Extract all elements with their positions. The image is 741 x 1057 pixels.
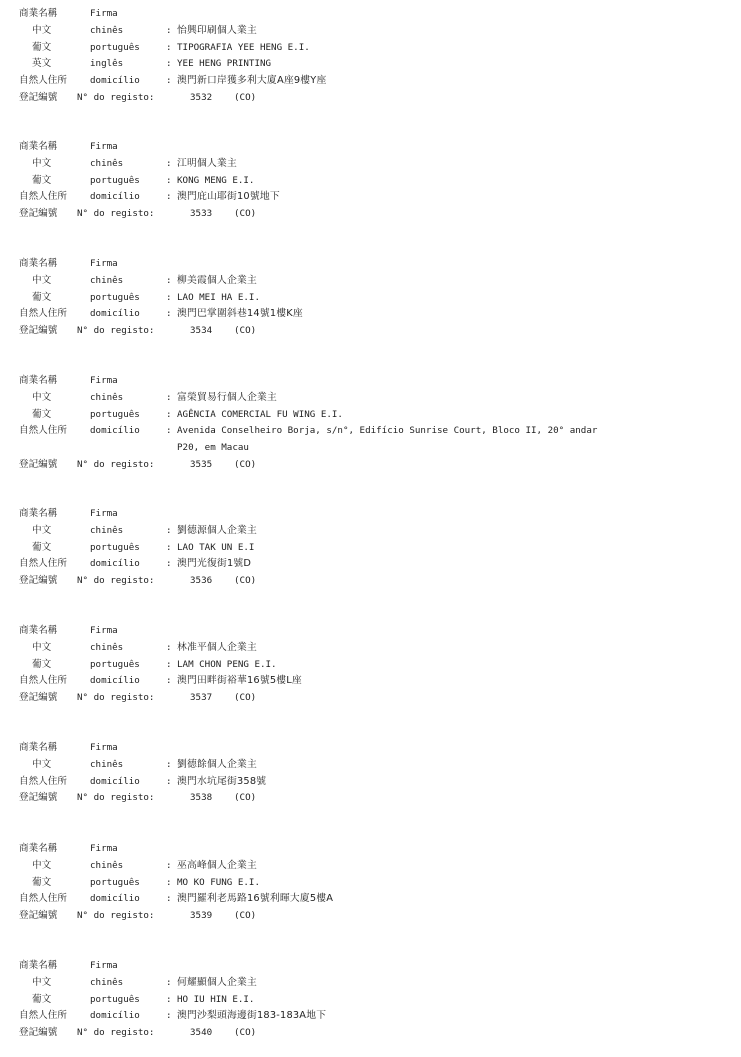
domicile-label-pt: domicílio	[90, 775, 140, 787]
portuguese-value: KONG MENG E.I.	[177, 174, 255, 186]
separator: :	[166, 308, 172, 320]
domicile-label-pt: domicílio	[90, 1010, 140, 1022]
separator: :	[166, 408, 172, 420]
registry-number: 3535	[190, 459, 213, 470]
domicile-value: 澳門新口岸獲多利大廈A座9樓Y座	[177, 75, 327, 87]
separator: :	[166, 876, 172, 888]
domicile-label-pt: domicílio	[90, 558, 140, 570]
portuguese-label-pt: português	[90, 993, 140, 1005]
firm-label-zh: 商業名稱	[19, 960, 58, 971]
chinese-label-pt: chinês	[90, 859, 124, 871]
separator: :	[166, 758, 172, 770]
registry-label-pt: N° do registo:	[77, 910, 155, 922]
firm-label-pt: Firma	[90, 258, 118, 269]
domicile-label-zh: 自然人住所	[19, 425, 67, 437]
portuguese-label-zh: 葡文	[32, 658, 52, 670]
chinese-label-pt: chinês	[90, 641, 124, 653]
chinese-label-pt: chinês	[90, 24, 124, 36]
separator: :	[166, 859, 172, 871]
registry-label-pt: N° do registo:	[77, 692, 155, 704]
registry-suffix: (CO)	[234, 459, 257, 470]
chinese-value: 何耀顯個人企業主	[177, 976, 257, 988]
registry-label-pt: N° do registo:	[77, 792, 155, 804]
domicile-label-zh: 自然人住所	[19, 75, 67, 87]
domicile-label-zh: 自然人住所	[19, 675, 67, 687]
separator: :	[166, 658, 172, 670]
registry-label-zh: 登記編號	[19, 325, 58, 337]
chinese-label-pt: chinês	[90, 976, 124, 988]
domicile-label-pt: domicílio	[90, 425, 140, 437]
chinese-label-pt: chinês	[90, 274, 124, 286]
domicile-label-zh: 自然人住所	[19, 308, 67, 320]
registry-label-zh: 登記編號	[19, 208, 58, 220]
portuguese-label-zh: 葡文	[32, 993, 52, 1005]
portuguese-value: LAO TAK UN E.I	[177, 541, 255, 553]
firm-label-zh: 商業名稱	[19, 141, 58, 152]
domicile-value: 澳門田畔街裕華16號5樓L座	[177, 675, 302, 687]
registry-number: 3536	[190, 575, 213, 587]
registry-label-pt: N° do registo:	[77, 208, 155, 220]
domicile-value: 澳門巴掌圍斜巷14號1樓K座	[177, 308, 303, 320]
domicile-value: 澳門羅利老馬路16號利暉大廈5樓A	[177, 893, 334, 905]
portuguese-label-pt: português	[90, 658, 140, 670]
portuguese-label-zh: 葡文	[32, 408, 52, 420]
separator: :	[166, 893, 172, 905]
separator: :	[166, 675, 172, 687]
portuguese-value: MO KO FUNG E.I.	[177, 876, 260, 888]
registry-number: 3534	[190, 325, 213, 337]
registry-label-pt: N° do registo:	[77, 575, 155, 587]
english-label-pt: inglês	[90, 58, 124, 70]
registry-suffix: (CO)	[234, 575, 257, 587]
separator: :	[166, 425, 172, 437]
portuguese-label-pt: português	[90, 41, 140, 53]
domicile-label-pt: domicílio	[90, 75, 140, 87]
domicile-label-pt: domicílio	[90, 675, 140, 687]
registry-number: 3539	[190, 910, 213, 922]
registry-label-zh: 登記編號	[19, 910, 58, 922]
registry-suffix: (CO)	[234, 1027, 257, 1039]
chinese-label-zh: 中文	[32, 24, 52, 36]
separator: :	[166, 976, 172, 988]
registry-label-pt: N° do registo:	[77, 92, 155, 103]
separator: :	[166, 75, 172, 87]
registry-label-zh: 登記編號	[19, 792, 58, 804]
firm-label-pt: Firma	[90, 742, 118, 753]
firm-label-pt: Firma	[90, 375, 118, 386]
registry-suffix: (CO)	[234, 792, 257, 804]
portuguese-label-pt: português	[90, 408, 140, 420]
separator: :	[166, 541, 172, 553]
domicile-value: 澳門沙梨頭海邊街183-183A地下	[177, 1010, 327, 1022]
portuguese-label-zh: 葡文	[32, 541, 52, 553]
registry-number: 3533	[190, 208, 213, 220]
registry-number: 3532	[190, 92, 213, 103]
separator: :	[166, 993, 172, 1005]
portuguese-label-pt: português	[90, 876, 140, 888]
registry-suffix: (CO)	[234, 325, 257, 337]
separator: :	[166, 58, 172, 70]
registry-label-pt: N° do registo:	[77, 325, 155, 337]
registry-suffix: (CO)	[234, 910, 257, 922]
separator: :	[166, 1010, 172, 1022]
domicile-value: 澳門庇山耶街10號地下	[177, 191, 280, 203]
registry-suffix: (CO)	[234, 692, 257, 704]
chinese-value: 林准平個人企業主	[177, 641, 257, 653]
firm-label-pt: Firma	[90, 960, 118, 971]
firm-label-pt: Firma	[90, 508, 118, 519]
domicile-value: 澳門水坑尾街358號	[177, 775, 267, 787]
firm-label-zh: 商業名稱	[19, 375, 58, 386]
portuguese-label-pt: português	[90, 541, 140, 553]
domicile-label-zh: 自然人住所	[19, 191, 67, 203]
domicile-label-pt: domicílio	[90, 308, 140, 320]
chinese-label-zh: 中文	[32, 976, 52, 988]
chinese-value: 劉德源個人企業主	[177, 524, 257, 536]
domicile-label-pt: domicílio	[90, 893, 140, 905]
firm-label-zh: 商業名稱	[19, 742, 58, 753]
portuguese-label-zh: 葡文	[32, 876, 52, 888]
domicile-label-zh: 自然人住所	[19, 558, 67, 570]
separator: :	[166, 524, 172, 536]
firm-label-zh: 商業名稱	[19, 508, 58, 519]
registry-label-zh: 登記編號	[19, 692, 58, 704]
firm-label-zh: 商業名稱	[19, 258, 58, 269]
separator: :	[166, 24, 172, 36]
english-label-zh: 英文	[32, 58, 52, 70]
firm-label-pt: Firma	[90, 843, 118, 854]
domicile-label-zh: 自然人住所	[19, 893, 67, 905]
portuguese-value: AGÊNCIA COMERCIAL FU WING E.I.	[177, 408, 343, 420]
firm-label-zh: 商業名稱	[19, 8, 58, 19]
separator: :	[166, 775, 172, 787]
domicile-label-pt: domicílio	[90, 191, 140, 203]
domicile-value: 澳門光復街1號D	[177, 558, 252, 570]
chinese-value: 柳美霞個人企業主	[177, 274, 257, 286]
chinese-label-zh: 中文	[32, 859, 52, 871]
chinese-label-zh: 中文	[32, 524, 52, 536]
chinese-label-pt: chinês	[90, 157, 124, 169]
registry-label-pt: N° do registo:	[77, 459, 155, 470]
chinese-label-zh: 中文	[32, 274, 52, 286]
chinese-label-zh: 中文	[32, 641, 52, 653]
english-value: YEE HENG PRINTING	[177, 58, 272, 70]
registry-label-pt: N° do registo:	[77, 1027, 155, 1039]
firm-label-pt: Firma	[90, 625, 118, 636]
registry-number: 3540	[190, 1027, 213, 1039]
separator: :	[166, 391, 172, 403]
domicile-label-zh: 自然人住所	[19, 1010, 67, 1022]
domicile-value: Avenida Conselheiro Borja, s/n°, Edifício Sunrise Court, Bloco II, 20° andar	[177, 425, 598, 437]
portuguese-label-pt: português	[90, 291, 140, 303]
registry-label-zh: 登記編號	[19, 459, 58, 470]
registry-label-zh: 登記編號	[19, 1027, 58, 1039]
registry-label-zh: 登記編號	[19, 92, 58, 103]
firm-label-zh: 商業名稱	[19, 843, 58, 854]
chinese-value: 劉德餘個人企業主	[177, 758, 257, 770]
separator: :	[166, 274, 172, 286]
firm-label-zh: 商業名稱	[19, 625, 58, 636]
portuguese-label-zh: 葡文	[32, 291, 52, 303]
chinese-value: 巫高峰個人企業主	[177, 859, 257, 871]
separator: :	[166, 291, 172, 303]
portuguese-value: LAO MEI HA E.I.	[177, 291, 260, 303]
portuguese-value: TIPOGRAFIA YEE HENG E.I.	[177, 41, 310, 53]
registry-label-zh: 登記編號	[19, 575, 58, 587]
registry-suffix: (CO)	[234, 92, 257, 103]
separator: :	[166, 558, 172, 570]
registry-number: 3537	[190, 692, 213, 704]
chinese-label-pt: chinês	[90, 524, 124, 536]
separator: :	[166, 157, 172, 169]
separator: :	[166, 641, 172, 653]
chinese-label-pt: chinês	[90, 391, 124, 403]
domicile-label-zh: 自然人住所	[19, 775, 67, 787]
separator: :	[166, 191, 172, 203]
chinese-label-pt: chinês	[90, 758, 124, 770]
portuguese-value: HO IU HIN E.I.	[177, 993, 255, 1005]
firm-label-pt: Firma	[90, 8, 118, 19]
portuguese-label-pt: português	[90, 174, 140, 186]
chinese-label-zh: 中文	[32, 391, 52, 403]
registry-suffix: (CO)	[234, 208, 257, 220]
chinese-value: 富榮貿易行個人企業主	[177, 391, 277, 403]
portuguese-label-zh: 葡文	[32, 174, 52, 186]
chinese-value: 江明個人業主	[177, 157, 237, 169]
separator: :	[166, 174, 172, 186]
chinese-label-zh: 中文	[32, 157, 52, 169]
firm-label-pt: Firma	[90, 141, 118, 152]
registry-number: 3538	[190, 792, 213, 804]
separator: :	[166, 41, 172, 53]
portuguese-value: LAM CHON PENG E.I.	[177, 658, 277, 670]
portuguese-label-zh: 葡文	[32, 41, 52, 53]
chinese-label-zh: 中文	[32, 758, 52, 770]
chinese-value: 怡興印刷個人業主	[177, 24, 257, 36]
continuation-value: P20, em Macau	[177, 442, 249, 454]
